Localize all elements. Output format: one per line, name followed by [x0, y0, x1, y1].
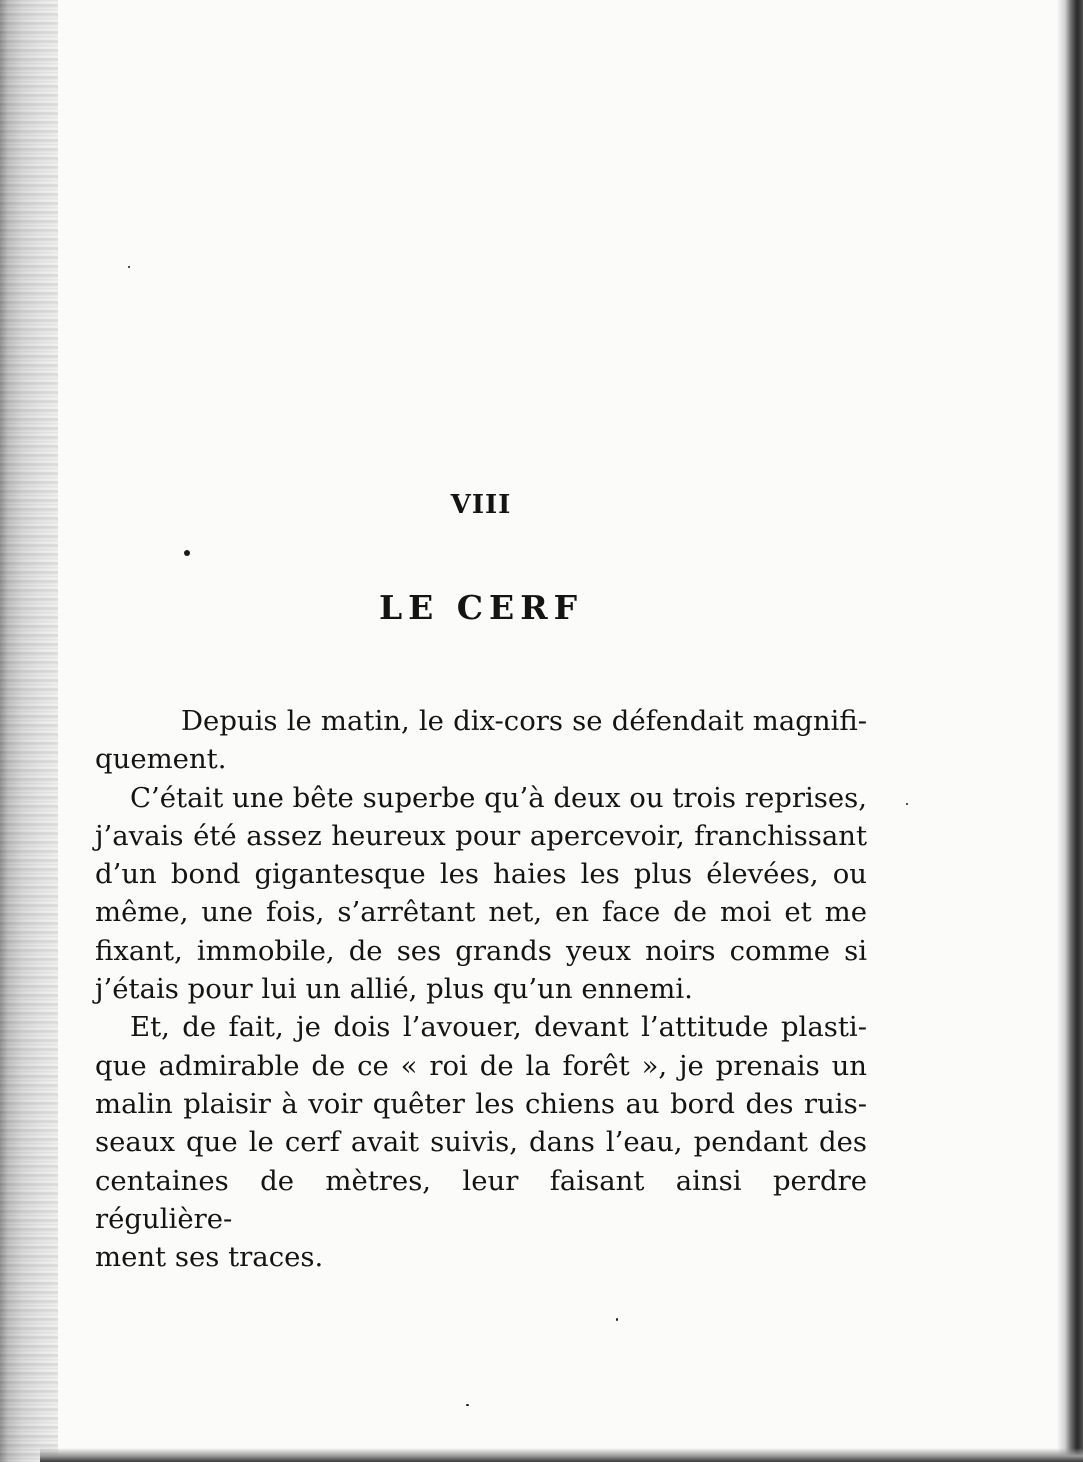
scan-gutter-right — [1057, 0, 1083, 1462]
text-line: Depuis le matin, le dix-cors se défendait magnifi- — [181, 705, 867, 737]
ink-speck — [616, 1318, 618, 1321]
text-line: j’avais été assez heureux pour apercevoir, franchissant — [95, 819, 867, 852]
scan-bottom-edge — [40, 1448, 1083, 1462]
text-line: seaux que le cerf avait suivis, dans l’eau, pendant des — [95, 1126, 867, 1159]
text-line: d’un bond gigantesque les haies les plus élevées, ou — [95, 858, 867, 891]
text-line: C’était une bête superbe qu’à deux ou trois reprises, — [130, 781, 867, 814]
paragraph — [95, 779, 867, 1009]
text-line: fixant, immobile, de ses grands yeux noirs comme si — [95, 934, 867, 967]
text-line: que admirable de ce « roi de la forêt », je prenais un — [95, 1049, 867, 1082]
text-line: Et, de fait, je dois l’avouer, devant l’attitude plasti- — [130, 1011, 867, 1044]
chapter-number: VIII — [450, 490, 512, 520]
body-text — [95, 702, 867, 1276]
text-line: quement. — [95, 743, 227, 776]
text-line: même, une fois, s’arrêtant net, en face de moi et me — [95, 896, 867, 929]
ink-speck — [466, 1404, 469, 1406]
text-line: centaines de mètres, leur faisant ainsi perdre régulière- — [95, 1164, 867, 1235]
text-line: j’étais pour lui un allié, plus qu’un ennemi. — [95, 973, 693, 1006]
paragraph — [95, 702, 867, 779]
scan-gutter-left — [0, 0, 58, 1462]
paragraph — [95, 1008, 867, 1276]
ink-speck — [184, 550, 190, 556]
ink-speck — [906, 803, 908, 805]
text-line: malin plaisir à voir quêter les chiens au bord des ruis- — [95, 1087, 867, 1120]
chapter-title: LE CERF — [378, 588, 584, 627]
ink-speck — [128, 266, 130, 268]
text-line: ment ses traces. — [95, 1241, 324, 1274]
